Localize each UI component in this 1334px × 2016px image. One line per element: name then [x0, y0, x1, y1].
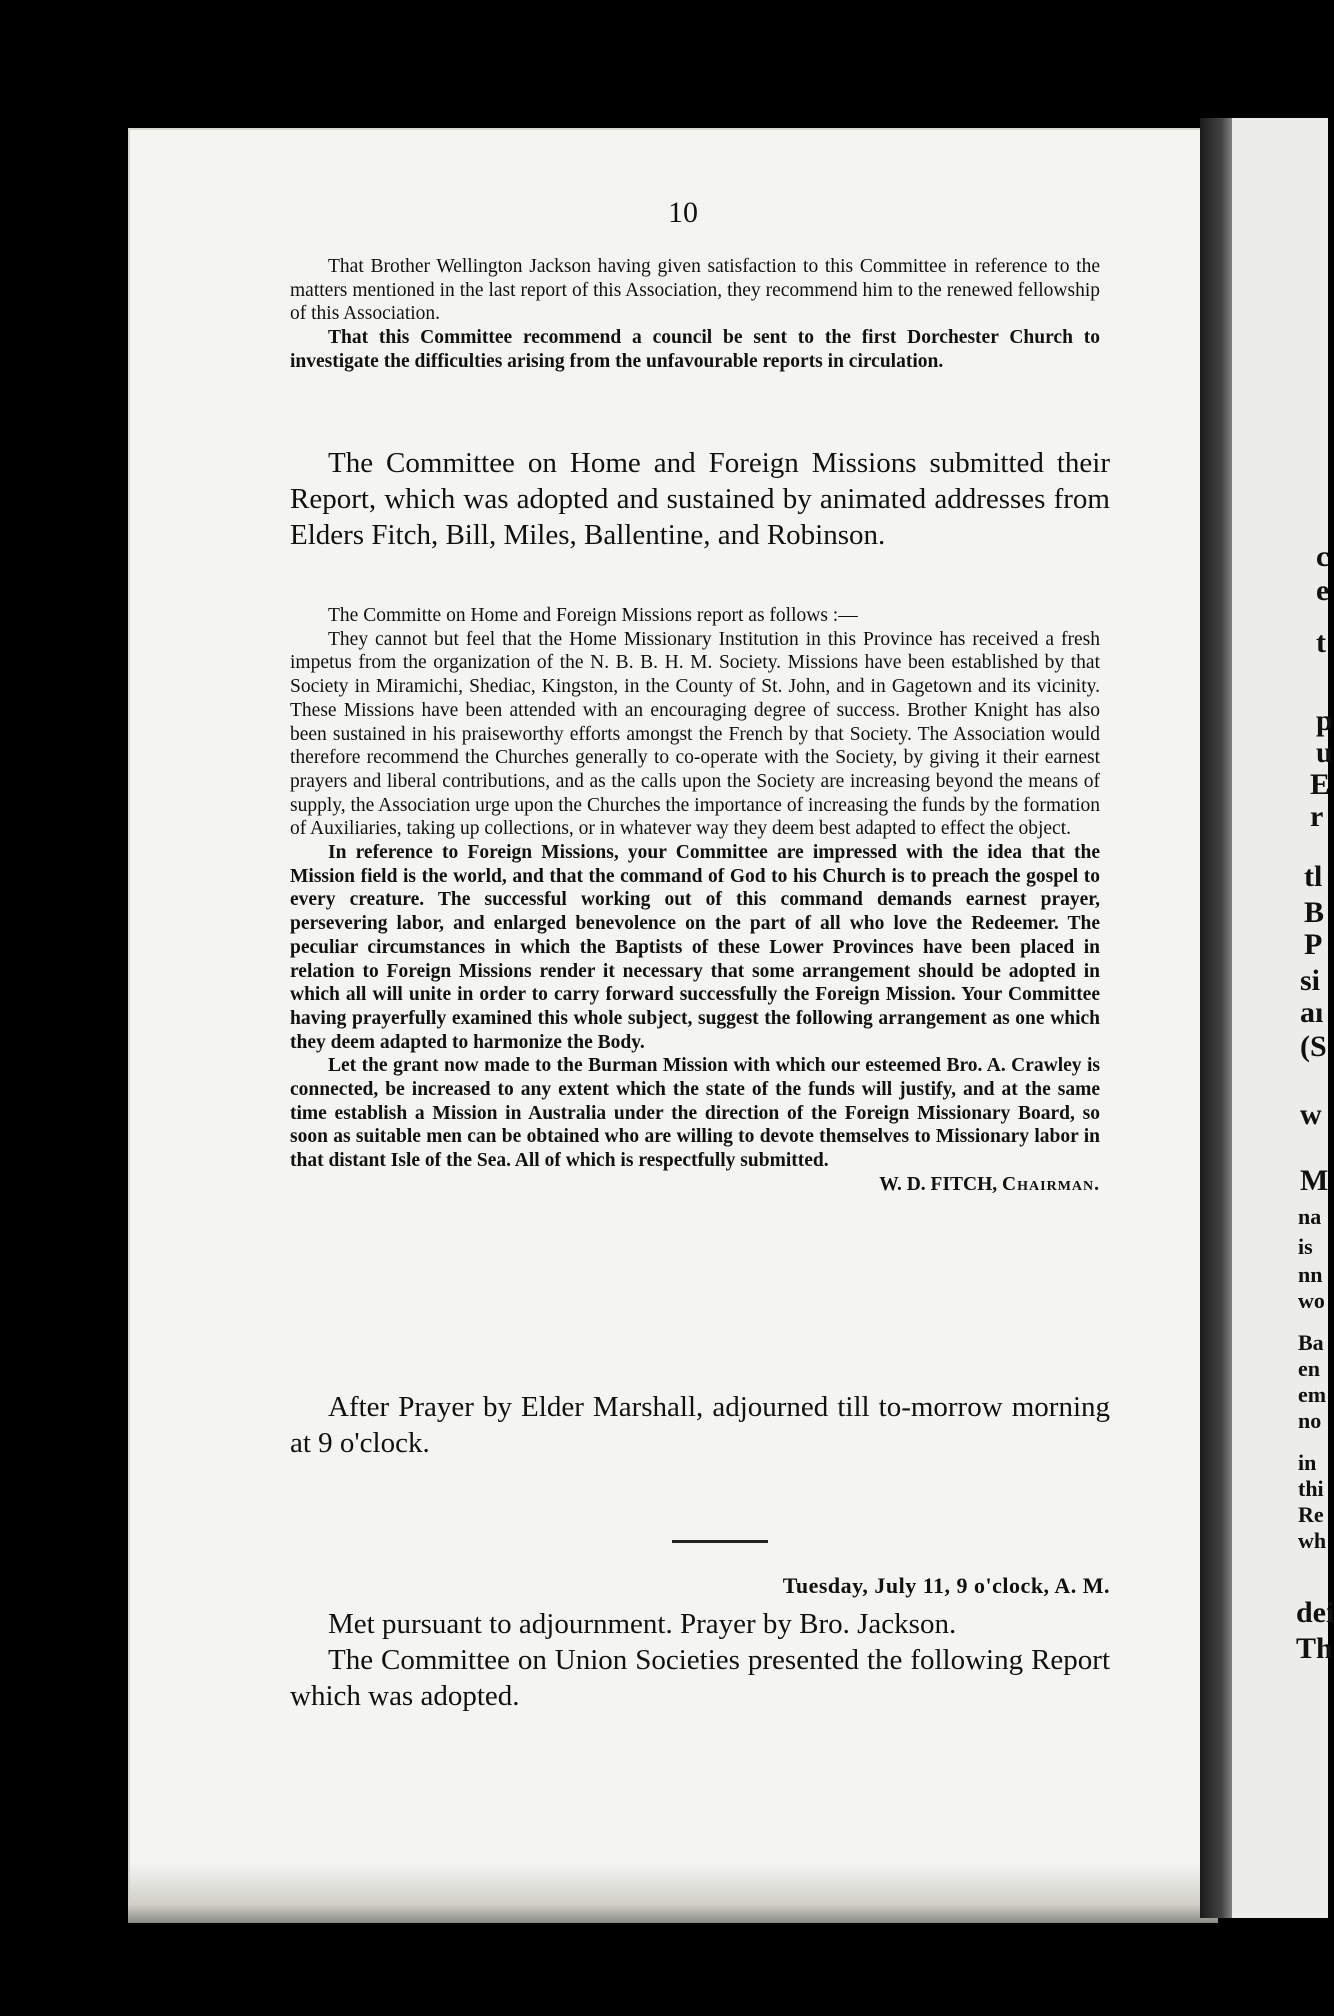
- missions-statement: The Committee on Home and Foreign Missions submitted their Report, which was adopted and sustained by animated addresses from Elders Fitch, Bill, Miles, Ballentine, and Robinson.: [290, 447, 1110, 551]
- report-home-missions: They cannot but feel that the Home Missionary Institution in this Province has received a fresh impetus from the organization of the N. B. B. H. M. Society. Missions have been established by that Society in Miramichi, Shediac, Kingston, in the County of St. John, and in Gagetown and its vicinity. These Missions have been attended with an encouraging degree of success. Brother Knight has also been sustained in his praiseworthy efforts amongst the French by that Society. The Association would therefore recommend the Churches generally to co-operate with the Society, by giving it their earnest prayers and liberal contributions, and as the calls upon the Society are increasing beyond the means of supply, the Association urge upon the Churches the importance of increasing the funds by the formation of Auxiliaries, taking up collections, or in whatever way they deem best adapted to effect the object.: [290, 628, 1100, 840]
- session-heading: Tuesday, July 11, 9 o'clock, A. M.: [782, 1573, 1110, 1598]
- union-committee-text: The Committee on Union Societies presented the following Report which was adopted.: [290, 1644, 1110, 1712]
- signature-name: W. D. FITCH,: [879, 1173, 998, 1195]
- missions-report: [290, 604, 1100, 1197]
- facing-fragment: M: [1300, 1164, 1329, 1197]
- facing-fragment: p: [1316, 704, 1333, 737]
- facing-fragment: en: [1298, 1356, 1320, 1381]
- facing-fragment: r: [1310, 800, 1324, 833]
- met-text: Met pursuant to adjournment. Prayer by Bro. Jackson.: [328, 1608, 957, 1640]
- facing-fragment: na: [1298, 1204, 1322, 1229]
- adjournment-block: [290, 1389, 1110, 1461]
- facing-fragment: in: [1298, 1450, 1317, 1475]
- signature-title: Chairman.: [1002, 1173, 1100, 1195]
- session-minutes: [290, 1606, 1110, 1714]
- facing-fragment: wo: [1298, 1288, 1325, 1313]
- facing-fragment: P: [1304, 928, 1323, 961]
- facing-fragment: c: [1316, 540, 1330, 573]
- facing-fragment: u: [1316, 736, 1333, 769]
- facing-fragment: Ba: [1298, 1330, 1324, 1355]
- facing-fragment: Re: [1298, 1502, 1324, 1527]
- book-gutter: [1200, 118, 1236, 1918]
- facing-fragment: Th: [1296, 1632, 1333, 1665]
- facing-fragment: B: [1304, 896, 1325, 929]
- facing-fragment: aı: [1300, 996, 1324, 1029]
- resolution-jackson: That Brother Wellington Jackson having given satisfaction to this Committee in reference to the matters mentioned in the last report of this Association, they recommend him to the renewed fellowship of this Association.: [290, 256, 1100, 325]
- page-number: 10: [668, 196, 698, 229]
- report-signature: [290, 1173, 1100, 1197]
- facing-fragment: w: [1300, 1098, 1322, 1131]
- facing-fragment: E: [1310, 768, 1331, 801]
- section-divider: [672, 1540, 768, 1543]
- facing-fragment: no: [1298, 1408, 1322, 1433]
- facing-fragment: dei: [1296, 1596, 1334, 1629]
- resolution-dorchester: That this Committee recommend a council be sent to the first Dorchester Church to investigate the difficulties arising from the unfavourable reports in circulation.: [290, 327, 1100, 372]
- facing-fragment: wh: [1298, 1528, 1327, 1553]
- facing-fragment: is: [1298, 1234, 1313, 1259]
- facing-fragment: thi: [1298, 1476, 1324, 1501]
- report-foreign-missions: In reference to Foreign Missions, your Committee are impressed with the idea that the Mission field is the world, and that the command of God to his Church is to preach the gospel to every creature. The successful working out of this command demands earnest prayer, persevering labor, and enlarged benevolence on the part of all who love the Redeemer. The peculiar circumstances in which the Baptists of these Lower Provinces have been placed in relation to Foreign Missions render it necessary that some arrangement should be adopted in which all will unite in order to carry forward successfully the Foreign Mission. Your Committee having prayerfully examined this whole subject, suggest the following arrangement as one which they deem adapted to harmonize the Body.: [290, 842, 1100, 1053]
- facing-fragment: em: [1298, 1382, 1327, 1407]
- report-grant: Let the grant now made to the Burman Mission with which our esteemed Bro. A. Crawley is connected, be increased to any extent which the state of the funds will justify, and at the same time establish a Mission in Australia under the direction of the Foreign Missionary Board, so soon as suitable men can be obtained who are willing to devote themselves to Missionary labor in that distant Isle of the Sea. All of which is respectfully submitted.: [290, 1055, 1100, 1172]
- facing-fragment: si: [1300, 964, 1321, 997]
- report-intro: The Committe on Home and Foreign Missions report as follows :—: [328, 605, 858, 626]
- facing-fragment: nn: [1298, 1262, 1323, 1287]
- facing-fragment: (S: [1300, 1030, 1327, 1063]
- adjournment-text: After Prayer by Elder Marshall, adjourned till to-morrow morning at 9 o'clock.: [290, 1391, 1110, 1459]
- facing-fragment: e: [1316, 574, 1330, 607]
- facing-fragment: tl: [1304, 860, 1323, 893]
- missions-statement-block: [290, 445, 1110, 553]
- facing-fragment: t: [1316, 626, 1326, 659]
- committee-resolutions: [290, 255, 1100, 374]
